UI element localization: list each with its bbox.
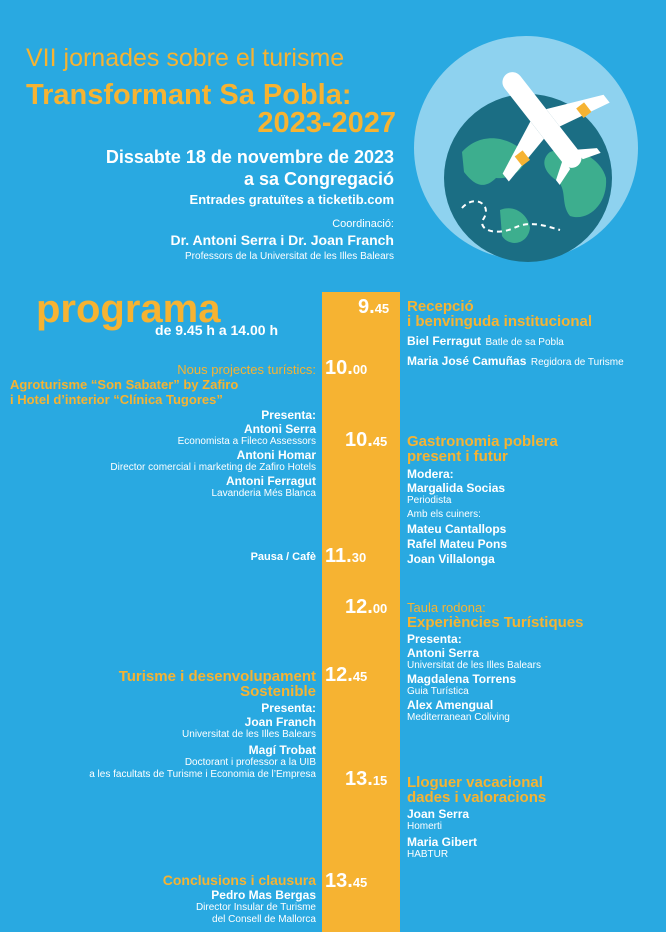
speaker-name: Maria José Camuñas <box>407 354 527 368</box>
speaker-role: del Consell de Mallorca <box>212 914 316 925</box>
session-title: i Hotel d’interior “Clínica Tugores” <box>10 392 223 407</box>
speaker-name: Joan Villalonga <box>407 552 495 566</box>
time-hour: 13 <box>325 870 348 892</box>
time-0945: 9.45 <box>358 296 390 318</box>
speaker-role: Homerti <box>407 821 443 832</box>
time-hour: 9 <box>358 296 370 318</box>
session-round-table <box>407 601 583 724</box>
speaker-role: Mediterranean Coliving <box>407 712 510 723</box>
programa-title: programa <box>36 287 221 331</box>
time-hour: 10 <box>325 357 348 379</box>
time-minutes: 45 <box>374 301 390 316</box>
session-sustainable <box>89 669 316 781</box>
session-new-projects <box>177 362 316 377</box>
speaker-role: Economista a Fileco Assessors <box>177 436 316 447</box>
session-title: Agroturisme “Son Sabater” by Zafiro <box>10 377 239 392</box>
presenter-label: Presenta: <box>261 701 316 715</box>
time-minutes: 45 <box>372 434 388 449</box>
session-reception <box>407 299 624 370</box>
speaker-name: Margalida Socias <box>407 481 506 495</box>
edition-line: VII jornades sobre el turisme <box>26 44 345 72</box>
speaker-role: Universitat de les Illes Balears <box>182 729 316 740</box>
session-title: present i futur <box>407 448 508 465</box>
speaker-role: Director comercial i marketing de Zafiro Hotels <box>110 462 316 473</box>
time-1200: 12.00 <box>345 596 388 618</box>
time-1000: 10.00 <box>325 357 368 379</box>
time-minutes: 45 <box>352 669 368 684</box>
presenter-label: Presenta: <box>407 632 462 646</box>
session-gastronomy <box>407 434 558 566</box>
coffee-break: Pausa / Cafè <box>250 551 316 563</box>
session-title: Recepció <box>407 298 474 315</box>
session-holiday-rentals <box>407 775 546 861</box>
time-hour: 11 <box>325 545 347 567</box>
speaker-role: Regidora de Turisme <box>530 357 624 368</box>
coordinators: Dr. Antoni Serra i Dr. Joan Franch <box>170 232 394 248</box>
session-title: dades i valoracions <box>407 789 547 806</box>
speaker-name: Antoni Serra <box>243 422 316 436</box>
programa-hours: de 9.45 h a 14.00 h <box>155 322 278 338</box>
main-title-years: 2023-2027 <box>257 107 396 139</box>
session-title: i benvinguda institucional <box>407 313 593 330</box>
speaker-role: Batle de sa Pobla <box>485 337 564 348</box>
speaker-name: Joan Franch <box>244 715 316 729</box>
speaker-name: Antoni Ferragut <box>226 474 316 488</box>
speaker-name: Antoni Serra <box>407 646 480 660</box>
speaker-name: Pedro Mas Bergas <box>211 888 316 902</box>
session-kicker: Taula rodona: <box>407 600 486 615</box>
session-title: Experiències Turístiques <box>407 614 584 631</box>
session-kicker: Nous projectes turístics: <box>177 362 316 377</box>
speaker-role: Universitat de les Illes Balears <box>407 660 541 671</box>
event-venue: a sa Congregació <box>243 169 394 189</box>
time-1315: 13.15 <box>345 768 388 790</box>
session-title: Sostenible <box>240 683 316 700</box>
speaker-name: Joan Serra <box>407 807 470 821</box>
time-minutes: 00 <box>352 362 368 377</box>
time-hour: 13 <box>345 768 368 790</box>
session-closing <box>163 873 316 926</box>
time-minutes: 45 <box>352 875 368 890</box>
session-title: Conclusions i clausura <box>162 872 316 888</box>
speaker-role: Director Insular de Turisme <box>195 902 316 913</box>
session-title: Gastronomia poblera <box>407 433 558 450</box>
speaker-name: Alex Amengual <box>407 698 494 712</box>
coordinators-affiliation: Professors de la Universitat de les Illes Balears <box>185 251 394 262</box>
speaker-name: Mateu Cantallops <box>407 522 507 536</box>
session-title: Lloguer vacacional <box>407 774 543 791</box>
time-1045: 10.45 <box>345 429 388 451</box>
speaker-name: Antoni Homar <box>236 448 316 462</box>
session-title: Turisme i desenvolupament <box>118 668 316 685</box>
tickets-info: Entrades gratuïtes a ticketib.com <box>189 192 394 207</box>
speaker-name: Magí Trobat <box>248 743 316 757</box>
speaker-role: Guia Turística <box>407 686 469 697</box>
globe-with-airplane-icon <box>410 32 642 264</box>
speaker-name: Magdalena Torrens <box>407 672 517 686</box>
main-title: Transformant Sa Pobla: <box>26 79 352 111</box>
time-1130: 11.30 <box>325 545 367 567</box>
speaker-name: Maria Gibert <box>407 835 478 849</box>
time-1245: 12.45 <box>325 664 368 686</box>
speaker-role: Periodista <box>407 495 452 506</box>
time-hour: 12 <box>325 664 348 686</box>
event-date: Dissabte 18 de novembre de 2023 <box>105 147 394 167</box>
speaker-role: Lavanderia Més Blanca <box>211 488 316 499</box>
time-minutes: 00 <box>372 601 388 616</box>
time-hour: 10 <box>345 429 368 451</box>
speaker-name: Rafel Mateu Pons <box>407 537 508 551</box>
time-hour: 12 <box>345 596 368 618</box>
session-new-projects-title <box>10 377 238 407</box>
session-new-projects-speakers <box>110 408 316 500</box>
cooks-label: Amb els cuiners: <box>407 509 481 520</box>
time-1345: 13.45 <box>325 870 368 892</box>
time-minutes: 30 <box>351 550 367 565</box>
speaker-role: a les facultats de Turisme i Economia de l’Empresa <box>89 769 316 780</box>
speaker-role: Doctorant i professor a la UIB <box>184 757 316 768</box>
coordination-label: Coordinació: <box>332 218 394 230</box>
speaker-role: HABTUR <box>407 849 449 860</box>
time-minutes: 15 <box>372 773 388 788</box>
speaker-name: Biel Ferragut <box>407 334 482 348</box>
presenter-label: Presenta: <box>261 408 316 422</box>
moderator-label: Modera: <box>407 467 454 481</box>
